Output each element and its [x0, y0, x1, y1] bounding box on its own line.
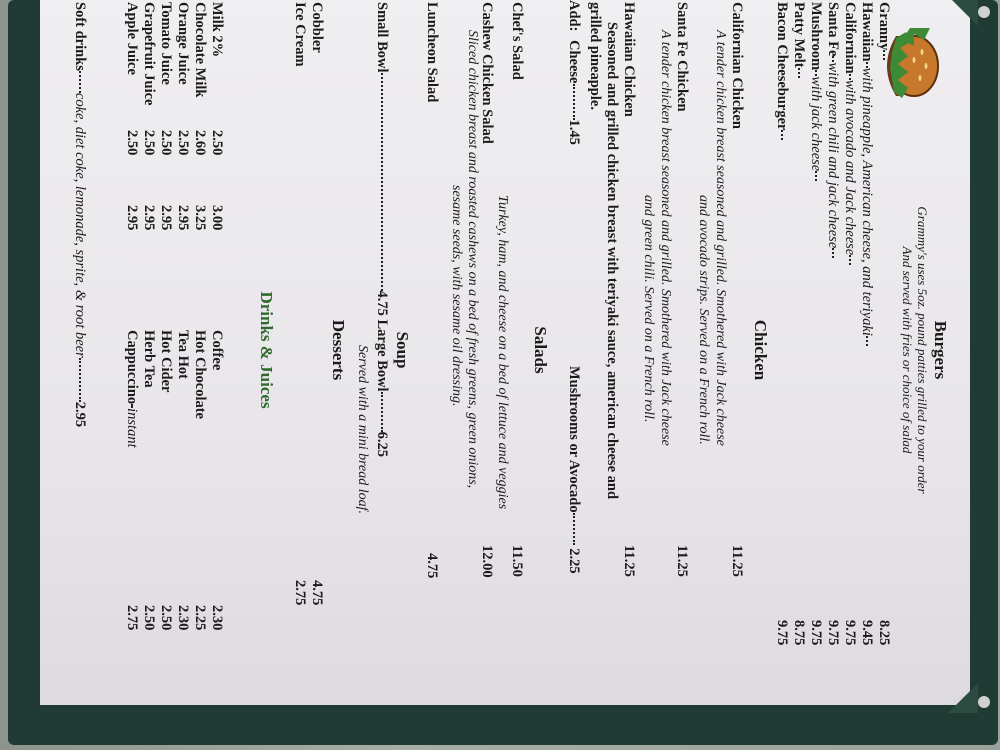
drink-item [140, 330, 157, 388]
salad-price: 12.00 [479, 545, 495, 578]
drink-price: 2.30 [175, 605, 191, 631]
drink-name: Grapefruit Juice [141, 2, 157, 106]
drink-name: Cappuccino [124, 330, 140, 405]
drink-name: Apple Juice [124, 2, 140, 75]
drink-price-small: 2.50 [141, 130, 157, 156]
chicken-name: Hawaiian Chicken [621, 2, 637, 117]
burger-price: 8.25 [876, 620, 892, 646]
salad-desc: Turkey, ham, and cheese on a bed of lettuce and veggies [495, 195, 510, 510]
drink-item [191, 2, 208, 97]
burger-item [841, 2, 858, 642]
burger-price: 9.45 [859, 620, 875, 646]
large-bowl-price: 6.25 [374, 431, 390, 457]
burger-name: Granny [876, 2, 892, 51]
burger-item [807, 2, 824, 642]
burger-name: Mushroom [808, 2, 824, 71]
menu [40, 0, 970, 700]
section-title-burgers: Burgers [931, 320, 950, 380]
drink-item [174, 2, 191, 85]
chicken-desc: A tender chicken breast seasoned and grilled. Smothered with Jack cheese [713, 30, 728, 446]
salad-desc: sesame seeds, with sesame oil dressing. [449, 185, 464, 407]
burger-price: 9.75 [825, 620, 841, 646]
chicken-desc: Seasoned and grilled chicken breast with teriyaki sauce, american cheese and [604, 22, 620, 500]
drink-item [157, 2, 174, 85]
chicken-name: Santa Fe Chicken [674, 2, 690, 112]
chicken-item [620, 2, 637, 117]
drink-price-large: 3.25 [192, 205, 208, 231]
burger-price: 8.75 [791, 620, 807, 646]
salad-desc: Sliced chicken breast and roasted cashews on a bed of fresh greens, green onions, [465, 30, 480, 489]
section-title-soup: Soup [393, 331, 412, 369]
burgers-note: Grammy's uses 5oz. pound patties grilled to your order [915, 206, 930, 494]
drink-price-large: 3.00 [209, 205, 225, 231]
drink-item [174, 330, 191, 379]
drink-item [157, 330, 174, 392]
chicken-price: 11.25 [729, 545, 745, 577]
salad-price: 4.75 [424, 553, 440, 579]
burger-price: 9.75 [774, 620, 790, 646]
drink-name: Coffee [209, 330, 225, 371]
soup-note: Served with a mini bread loaf. [355, 345, 370, 515]
section-title-desserts: Desserts [329, 319, 348, 381]
burgers-note: And served with fries or choice of salad [900, 246, 915, 454]
drink-name: Hot Cider [158, 330, 174, 393]
drink-name: Milk 2% [209, 2, 225, 58]
add-mushrooms-avocado [565, 366, 582, 574]
burger-desc: with jack cheese [808, 76, 824, 172]
drink-name: Tomato Juice [158, 2, 174, 85]
dessert-name: Ice Cream [292, 2, 308, 67]
drink-price: 2.50 [141, 605, 157, 631]
drink-item [123, 330, 140, 448]
dessert-price: 4.75 [309, 580, 325, 606]
dessert-name: Cobbler [309, 2, 325, 53]
drink-price: 2.75 [124, 605, 140, 631]
burger-desc: with avocado and Jack cheese [842, 79, 858, 256]
add-label: Add: [566, 0, 582, 32]
drink-price-small: 2.50 [175, 130, 191, 156]
chicken-desc: A tender chicken breast seasoned and grilled. Smothered with Jack cheese [658, 30, 673, 446]
drink-name: Chocolate Milk [192, 2, 208, 98]
add-cheese-price: 1.45 [566, 119, 582, 145]
chicken-price: 11.25 [621, 545, 637, 577]
drink-price: 2.30 [209, 605, 225, 631]
small-bowl-label: Small Bowl [374, 2, 390, 73]
drink-price-small: 2.50 [158, 130, 174, 156]
soft-drinks-price: 2.95 [72, 401, 88, 428]
salad-name: Chef's Salad [509, 2, 525, 80]
small-bowl [373, 2, 390, 457]
soft-drinks-desc: coke, diet coke, lemonade, sprite, & root beer [72, 92, 88, 358]
add-mush-label: Mushrooms or Avocado [566, 366, 582, 513]
drink-item [208, 2, 225, 57]
burger-item [875, 2, 892, 642]
small-bowl-price: 4.75 [374, 290, 390, 316]
burger-desc: with pineapple, American cheese, and teriyaki [859, 67, 875, 336]
chicken-price: 11.25 [674, 545, 690, 577]
burger-item [824, 2, 841, 642]
burger-item [790, 2, 807, 642]
section-title-salads: Salads [531, 326, 550, 374]
drink-price-large: 2.95 [124, 205, 140, 231]
drink-price-large: 2.95 [158, 205, 174, 231]
drink-item [123, 2, 140, 75]
binder-rivet [978, 696, 990, 708]
chicken-desc: and green chili. Served on a French roll. [641, 195, 656, 423]
drink-item [191, 330, 208, 419]
burger-item [858, 2, 875, 642]
drink-item [208, 330, 225, 370]
drink-item [140, 2, 157, 106]
drink-desc: instant [124, 408, 140, 448]
section-title-chicken: Chicken [751, 319, 770, 381]
add-cheese-label: Cheese [566, 40, 582, 84]
soft-drinks-label: Soft drinks [72, 2, 88, 71]
drink-name: Tea Hot [175, 330, 191, 380]
rotated-menu-content [40, 0, 970, 700]
salad-price: 11.50 [509, 545, 525, 577]
salad-name: Luncheon Salad [424, 2, 440, 103]
drink-price: 2.25 [192, 605, 208, 631]
drink-price-large: 2.95 [141, 205, 157, 231]
binder-rivet [978, 6, 990, 18]
drink-price: 2.50 [158, 605, 174, 631]
add-mush-price: 2.25 [566, 548, 582, 574]
burger-price: 9.75 [808, 620, 824, 646]
burger-desc: with green chili and jack cheese [825, 62, 841, 249]
burger-name: Bacon Cheeseburger [774, 2, 790, 131]
large-bowl-label: Large Bowl [374, 319, 390, 392]
chicken-item [728, 2, 745, 129]
chicken-desc: grilled pineapple. [587, 2, 603, 110]
salad-name: Cashew Chicken Salad [479, 2, 495, 144]
burger-price: 9.75 [842, 620, 858, 646]
burger-name: Hawaiian [859, 2, 875, 62]
dessert-price: 2.75 [292, 580, 308, 606]
drink-price-large: 2.95 [175, 205, 191, 231]
drink-price-small: 2.60 [192, 130, 208, 156]
add-cheese [565, 40, 582, 145]
section-title-drinks: Drinks & Juices [257, 291, 276, 409]
soft-drinks-row [71, 2, 88, 427]
drink-price-small: 2.50 [209, 130, 225, 156]
drink-name: Hot Chocolate [192, 330, 208, 419]
chicken-desc: and avocado strips. Served on a French roll. [696, 195, 711, 445]
drink-name: Herb Tea [141, 330, 157, 388]
burger-name: Californian [842, 2, 858, 74]
drink-name: Orange Juice [175, 2, 191, 85]
chicken-name: Californian Chicken [729, 2, 745, 129]
chicken-item [673, 2, 690, 112]
burger-item [773, 2, 790, 642]
drink-price-small: 2.50 [124, 130, 140, 156]
burger-name: Patty Melt [791, 2, 807, 68]
burger-name: Santa Fe [825, 2, 841, 57]
